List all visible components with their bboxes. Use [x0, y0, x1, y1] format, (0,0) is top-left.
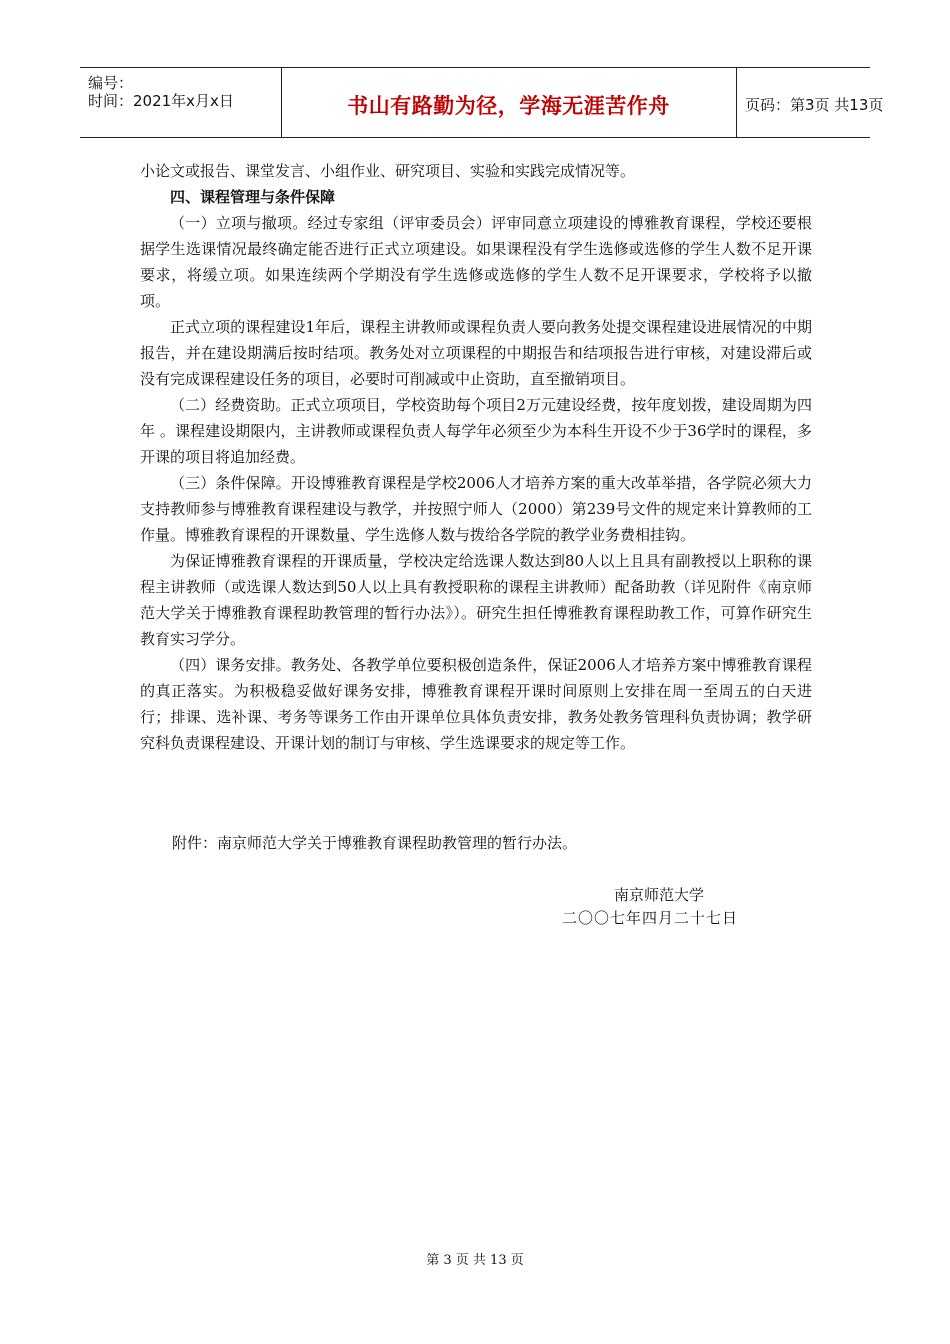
paragraph: （三）条件保障。开设博雅教育课程是学校2006人才培养方案的重大改革举措，各学院必须大力支持教师参与博雅教育课程建设与教学，并按照宁师人（2000）第239号文件的规定来计算教师的工作量。博雅教育课程的开课数量、学生选修人数与拨给各学院的教学业务费相挂钩。 [140, 474, 812, 544]
header-right-cell [736, 68, 884, 137]
document-time-label: 时间：2021年x月x日 [88, 92, 234, 110]
page-header [80, 67, 884, 138]
paragraph: 为保证博雅教育课程的开课质量，学校决定给选课人数达到80人以上且具有副教授以上职称的课程主讲教师（或选课人数达到50人以上具有教授职称的课程主讲教师）配备助教（详见附件《南京师范大学关于博雅教育课程助教管理的暂行办法》）。研究生担任博雅教育课程助教工作，可算作研究生教育实习学分。 [140, 552, 812, 648]
paragraph: （一）立项与撤项。经过专家组（评审委员会）评审同意立项建设的博雅教育课程，学校还要根据学生选课情况最终确定能否进行正式立项建设。如果课程没有学生选修或选修的学生人数不足开课要求，将缓立项。如果连续两个学期没有学生选修或选修的学生人数不足开课要求，学校将予以撤项。 [140, 214, 812, 310]
motto-text: 书山有路勤为径，学海无涯苦作舟 [347, 94, 670, 118]
section-heading: 四、课程管理与条件保障 [170, 188, 336, 206]
header-left-cell [80, 68, 282, 137]
paragraph: （二）经费资助。正式立项项目，学校资助每个项目2万元建设经费，按年度划拨，建设周期为四年 。课程建设期限内，主讲教师或课程负责人每学年必须至少为本科生开设不少于36学时的课程，多开课的项目将追加经费。 [140, 396, 812, 466]
document-number-label: 编号： [88, 74, 134, 92]
header-page-code: 页码：第3页 共13页 [745, 96, 884, 114]
paragraph: 正式立项的课程建设1年后，课程主讲教师或课程负责人要向教务处提交课程建设进展情况的中期报告，并在建设期满后按时结项。教务处对立项课程的中期报告和结项报告进行审核，对建设滞后或没有完成课程建设任务的项目，必要时可削减或中止资助，直至撤销项目。 [140, 318, 812, 388]
paragraph-continuation: 小论文或报告、课堂发言、小组作业、研究项目、实验和实践完成情况等。 [140, 162, 636, 180]
document-body [140, 158, 812, 756]
signature-date: 二〇〇七年四月二十七日 [562, 909, 739, 927]
signature-organization: 南京师范大学 [614, 886, 705, 904]
page-footer: 第 3 页 共 13 页 [426, 1253, 524, 1268]
paragraph: （四）课务安排。教务处、各教学单位要积极创造条件，保证2006人才培养方案中博雅教育课程的真正落实。为积极稳妥做好课务安排，博雅教育课程开课时间原则上安排在周一至周五的白天进行；排课、选补课、考务等课务工作由开课单位具体负责安排，教务处教务管理科负责协调；教学研究科负责课程建设、开课计划的制订与审核、学生选课要求的规定等工作。 [140, 656, 812, 752]
header-motto-cell [281, 68, 737, 137]
attachment-note: 附件：南京师范大学关于博雅教育课程助教管理的暂行办法。 [172, 834, 578, 852]
